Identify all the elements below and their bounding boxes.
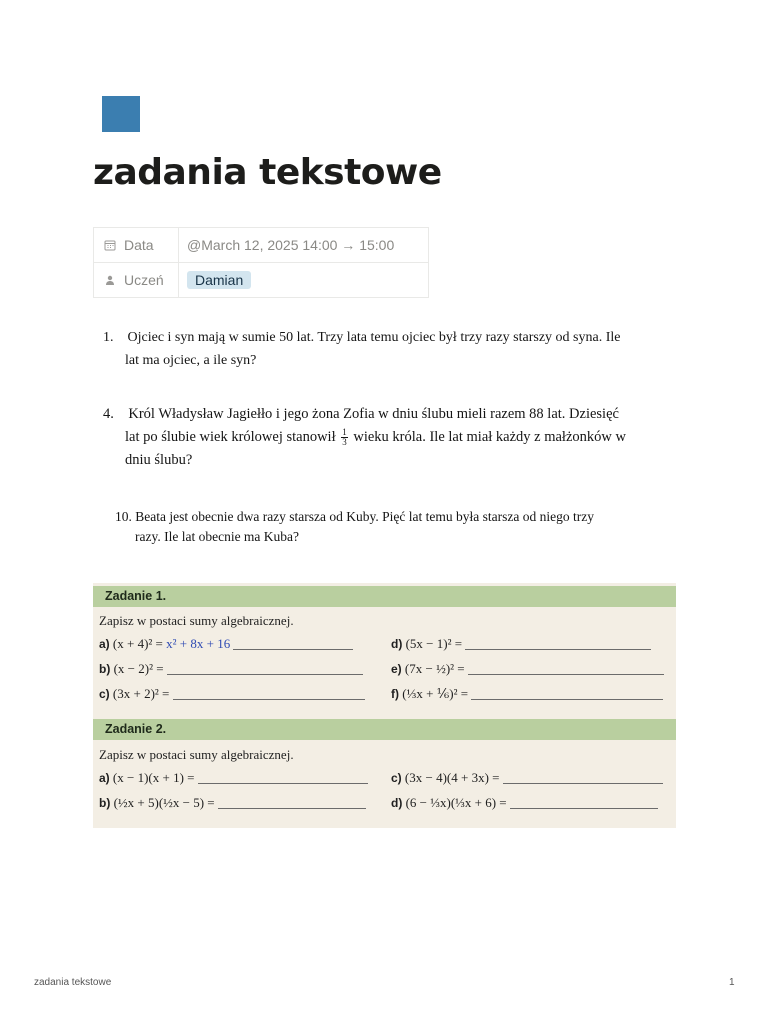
zadanie-1-header: Zadanie 1. — [93, 586, 676, 607]
problem-4-line1: 4. Król Władysław Jagiełło i jego żona Zofia w dniu ślubu mieli razem 88 lat. Dziesięć — [103, 406, 619, 422]
property-row-student[interactable] — [94, 263, 429, 298]
property-value-date[interactable]: @March 12, 2025 14:00 → 15:00 — [179, 228, 429, 263]
problem-1 — [103, 326, 620, 372]
exercise-2d: d) (6 − ⅓x)(⅓x + 6) = — [391, 795, 658, 811]
page-icon — [102, 96, 140, 132]
problem-4 — [103, 403, 626, 472]
problem-1-line1: 1. Ojciec i syn mają w sumie 50 lat. Trzy lata temu ojciec był trzy razy starszy od syna. Ile — [103, 330, 621, 345]
property-label-student: Uczeń — [124, 272, 164, 288]
zadanie-2-instruction: Zapisz w postaci sumy algebraicznej. — [99, 747, 294, 762]
zadanie-1-instruction: Zapisz w postaci sumy algebraicznej. — [99, 613, 294, 628]
properties-table — [93, 227, 429, 298]
problem-4-line3: dniu ślubu? — [125, 452, 193, 468]
exercise-1c: c) (3x + 2)² = — [99, 686, 365, 702]
exercise-1f: f) (⅓x + ⅙)² = — [391, 686, 663, 702]
exercise-1e: e) (7x − ½)² = — [391, 661, 664, 677]
property-label-date: Data — [124, 237, 154, 253]
problem-10-line2: razy. Ile lat obecnie ma Kuba? — [135, 529, 300, 544]
page-title: zadania tekstowe — [93, 152, 442, 193]
exercise-1d: d) (5x − 1)² = — [391, 636, 651, 652]
property-row-date[interactable] — [94, 228, 429, 263]
person-icon — [104, 274, 116, 286]
exercise-2a: a) (x − 1)(x + 1) = — [99, 770, 368, 786]
problem-10-line1: 10. Beata jest obecnie dwa razy starsza od Kuby. Pięć lat temu była starsza od niego trzy — [115, 509, 594, 524]
problem-10 — [115, 507, 594, 547]
exercise-2c: c) (3x − 4)(4 + 3x) = — [391, 770, 663, 786]
exercise-2b: b) (½x + 5)(½x − 5) = — [99, 795, 366, 811]
problem-4-line2-end: wieku króla. Ile lat miał każdy z małżonków w — [353, 429, 626, 445]
footer-page-number: 1 — [729, 977, 735, 988]
footer-title: zadania tekstowe — [34, 977, 112, 988]
zadanie-2-header: Zadanie 2. — [93, 719, 676, 740]
student-tag[interactable]: Damian — [187, 271, 251, 289]
exercise-1b: b) (x − 2)² = — [99, 661, 363, 677]
exercise-1a: a) (x + 4)² = x² + 8x + 16 — [99, 636, 353, 652]
calendar-icon — [104, 239, 116, 251]
fraction-one-third: $\frac{1}{3}$ — [342, 427, 347, 448]
handwritten-answer: x² + 8x + 16 — [166, 636, 231, 651]
problem-4-line2-start: lat po ślubie wiek królowej stanowił — [125, 429, 336, 445]
textbook-scan — [93, 583, 676, 828]
problem-1-line2: lat ma ojciec, a ile syn? — [125, 353, 257, 368]
